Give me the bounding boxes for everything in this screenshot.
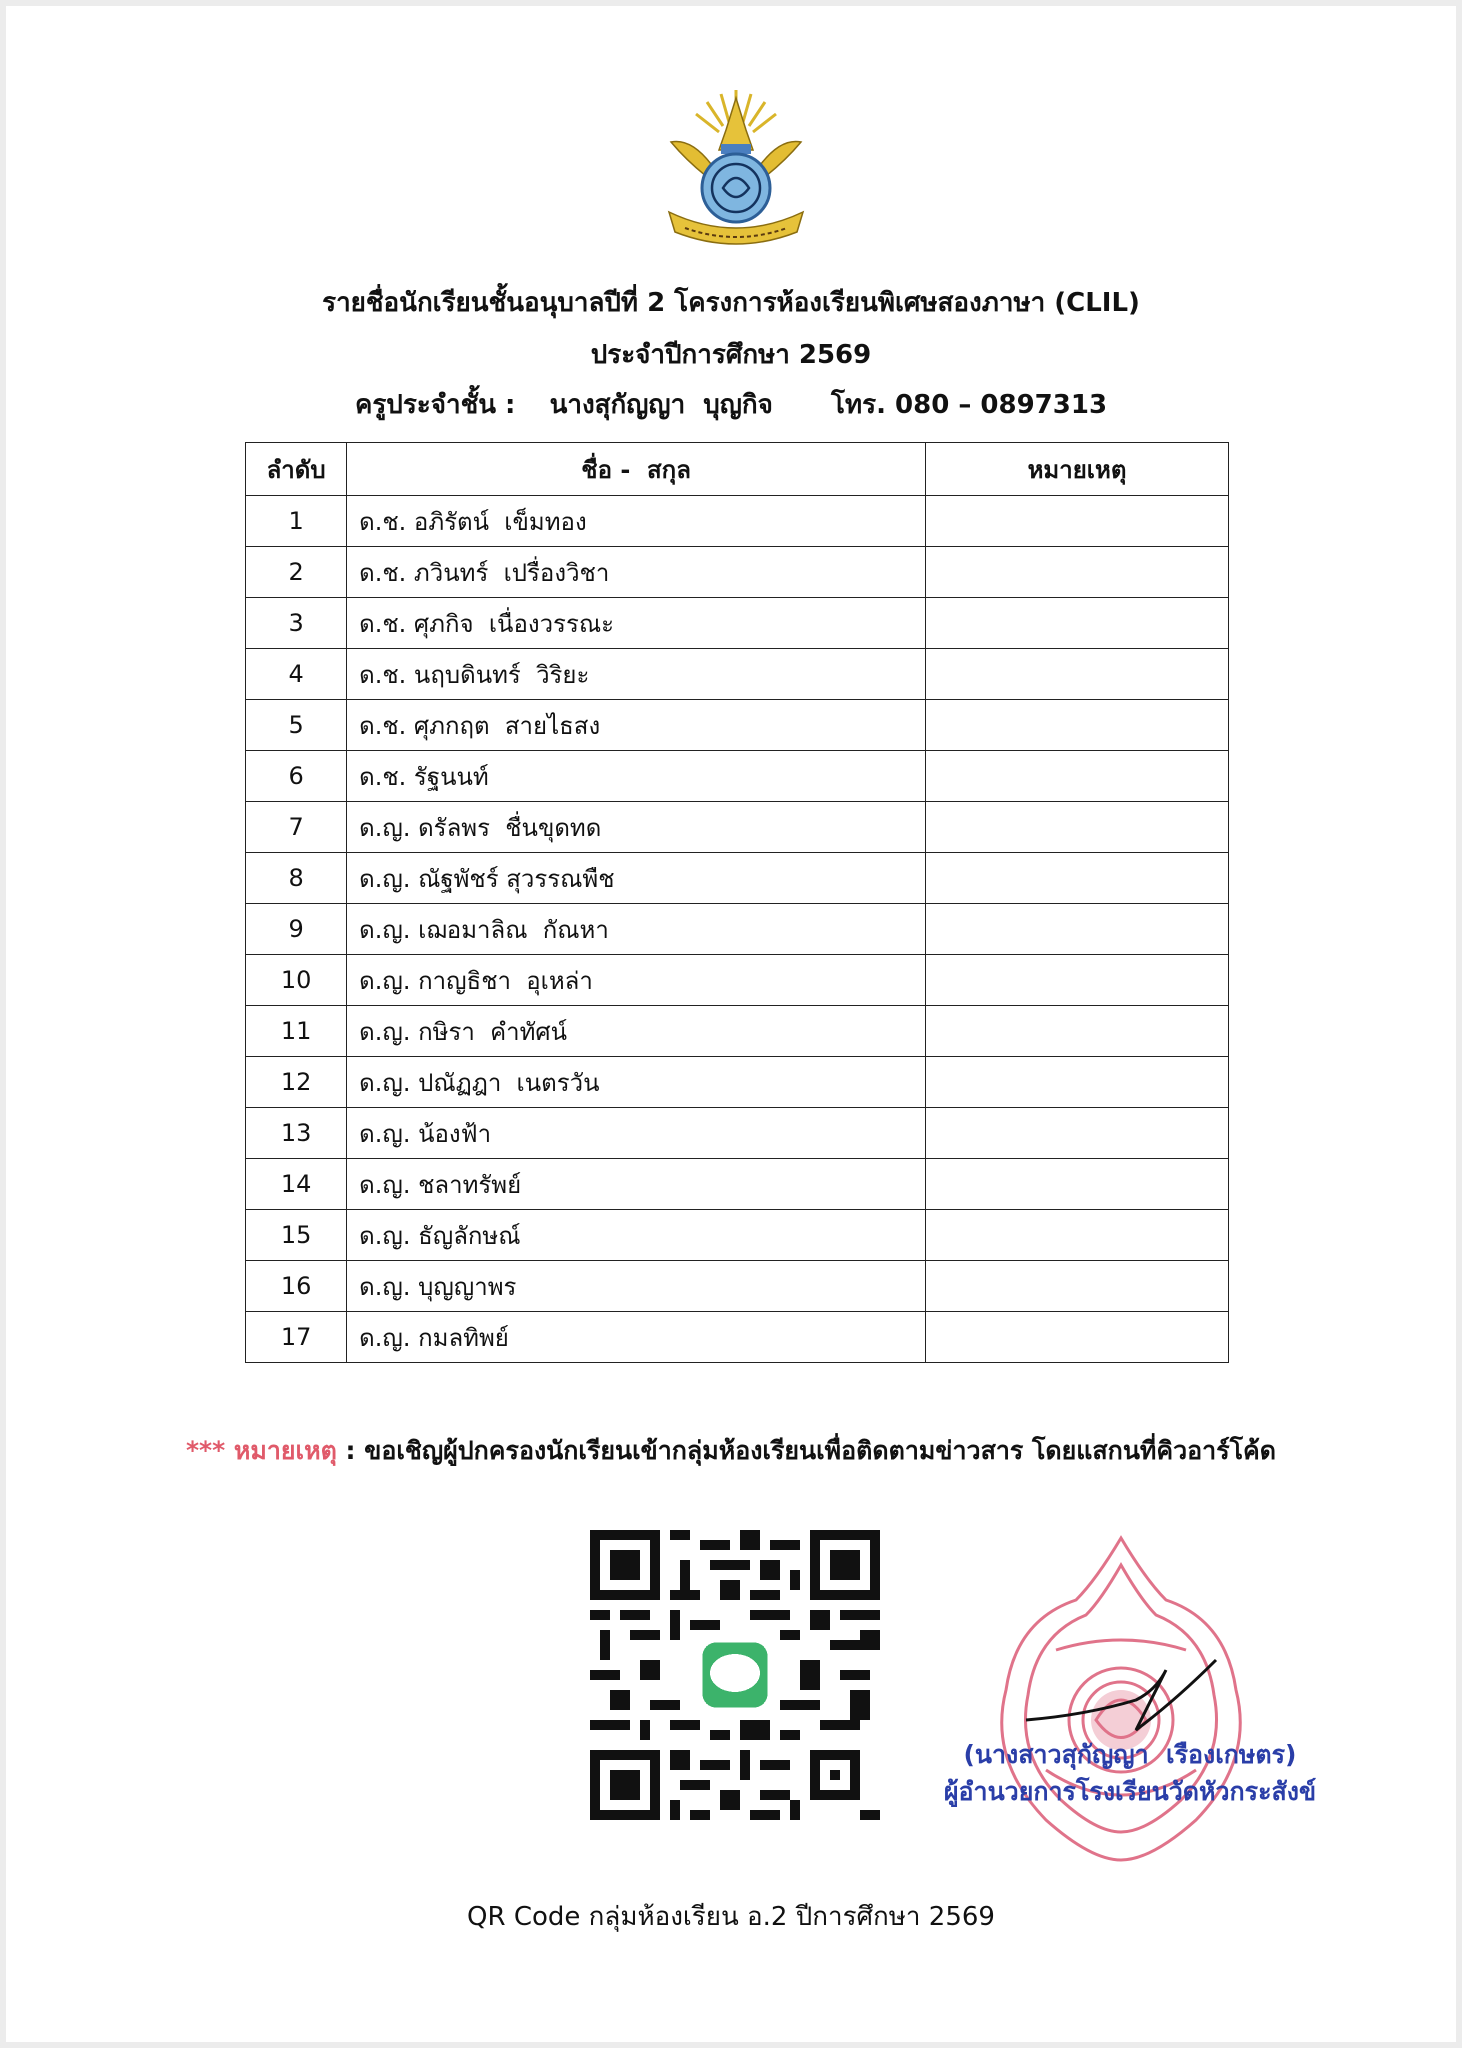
row-remark [926, 802, 1229, 853]
row-order: 7 [246, 802, 347, 853]
table-header-row [246, 443, 1229, 496]
row-order: 11 [246, 1006, 347, 1057]
row-name: ด.ช. ภวินทร์ เปรื่องวิชา [347, 547, 926, 598]
row-remark [926, 1057, 1229, 1108]
row-remark [926, 1006, 1229, 1057]
remark-text: : ขอเชิญผู้ปกครองนักเรียนเข้ากลุ่มห้องเรียนเพื่อติดตามข่าวสาร โดยแสกนที่คิวอาร์โค้ด [336, 1436, 1277, 1465]
row-order: 14 [246, 1159, 347, 1210]
page-title: รายชื่อนักเรียนชั้นอนุบาลปีที่ 2 โครงการห้องเรียนพิเศษสองภาษา (CLIL) [322, 288, 1140, 318]
row-name: ด.ช. ศุภกฤต สายไธสง [347, 700, 926, 751]
table-row [246, 1312, 1229, 1363]
official-seal-icon [936, 1520, 1306, 1920]
row-remark [926, 1210, 1229, 1261]
header-name: ชื่อ - สกุล [347, 443, 926, 496]
row-order: 16 [246, 1261, 347, 1312]
row-order: 17 [246, 1312, 347, 1363]
row-remark [926, 853, 1229, 904]
row-order: 1 [246, 496, 347, 547]
row-name: ด.ญ. ณัฐพัชร์ สุวรรณพืช [347, 853, 926, 904]
row-remark [926, 1159, 1229, 1210]
row-name: ด.ญ. กาญธิชา อุเหล่า [347, 955, 926, 1006]
row-remark [926, 1108, 1229, 1159]
row-name: ด.ช. อภิรัตน์ เข็มทอง [347, 496, 926, 547]
row-order: 9 [246, 904, 347, 955]
student-table [245, 442, 1229, 1363]
row-remark [926, 649, 1229, 700]
signatory-name: (นางสาวสุกัญญา เรืองเกษตร) [963, 1740, 1297, 1769]
table-row [246, 700, 1229, 751]
row-name: ด.ญ. ชลาทรัพย์ [347, 1159, 926, 1210]
table-row [246, 955, 1229, 1006]
remark-label: *** หมายเหตุ [185, 1436, 337, 1465]
table-row [246, 751, 1229, 802]
table-row [246, 1210, 1229, 1261]
table-row [246, 1108, 1229, 1159]
row-name: ด.ญ. ธัญลักษณ์ [347, 1210, 926, 1261]
row-order: 15 [246, 1210, 347, 1261]
table-row [246, 1159, 1229, 1210]
school-emblem-icon [651, 80, 821, 252]
row-name: ด.ช. ศุภกิจ เนื่องวรรณะ [347, 598, 926, 649]
table-row [246, 1057, 1229, 1108]
row-order: 6 [246, 751, 347, 802]
signatory-position: ผู้อำนวยการโรงเรียนวัดหัวกระสังข์ [943, 1777, 1317, 1806]
row-remark [926, 1261, 1229, 1312]
table-row [246, 1006, 1229, 1057]
row-remark [926, 598, 1229, 649]
row-name: ด.ญ. ปณัฏฎา เนตรวัน [347, 1057, 926, 1108]
qr-caption: QR Code กลุ่มห้องเรียน อ.2 ปีการศึกษา 2569 [467, 1902, 995, 1932]
table-row [246, 853, 1229, 904]
row-remark [926, 547, 1229, 598]
table-row [246, 547, 1229, 598]
row-name: ด.ญ. ดรัลพร ชื่นขุดทด [347, 802, 926, 853]
row-order: 3 [246, 598, 347, 649]
remark-line [0, 1431, 1462, 1471]
row-remark [926, 955, 1229, 1006]
table-row [246, 496, 1229, 547]
teacher-phone: โทร. 080 – 0897313 [831, 390, 1108, 420]
teacher-line [0, 384, 1462, 425]
table-row [246, 649, 1229, 700]
row-name: ด.ญ. น้องฟ้า [347, 1108, 926, 1159]
table-row [246, 904, 1229, 955]
row-remark [926, 700, 1229, 751]
header-remark: หมายเหตุ [926, 443, 1229, 496]
row-name: ด.ญ. บุญญาพร [347, 1261, 926, 1312]
line-qr-code-icon [590, 1530, 880, 1820]
row-order: 2 [246, 547, 347, 598]
row-remark [926, 904, 1229, 955]
row-order: 12 [246, 1057, 347, 1108]
row-order: 4 [246, 649, 347, 700]
table-row [246, 598, 1229, 649]
teacher-name: นางสุกัญญา บุญกิจ [549, 390, 773, 420]
row-name: ด.ญ. เฌอมาลิณ กัณหา [347, 904, 926, 955]
academic-year: ประจำปีการศึกษา 2569 [590, 340, 872, 370]
row-order: 13 [246, 1108, 347, 1159]
row-remark [926, 751, 1229, 802]
teacher-label: ครูประจำชั้น : [354, 390, 516, 420]
table-row [246, 802, 1229, 853]
row-remark [926, 496, 1229, 547]
table-row [246, 1261, 1229, 1312]
row-order: 5 [246, 700, 347, 751]
row-remark [926, 1312, 1229, 1363]
row-order: 10 [246, 955, 347, 1006]
table-body [246, 496, 1229, 1363]
row-name: ด.ญ. กมลทิพย์ [347, 1312, 926, 1363]
row-name: ด.ช. รัฐนนท์ [347, 751, 926, 802]
row-name: ด.ญ. กษิรา คำทัศน์ [347, 1006, 926, 1057]
row-name: ด.ช. นฤบดินทร์ วิริยะ [347, 649, 926, 700]
row-order: 8 [246, 853, 347, 904]
header-order: ลำดับ [246, 443, 347, 496]
